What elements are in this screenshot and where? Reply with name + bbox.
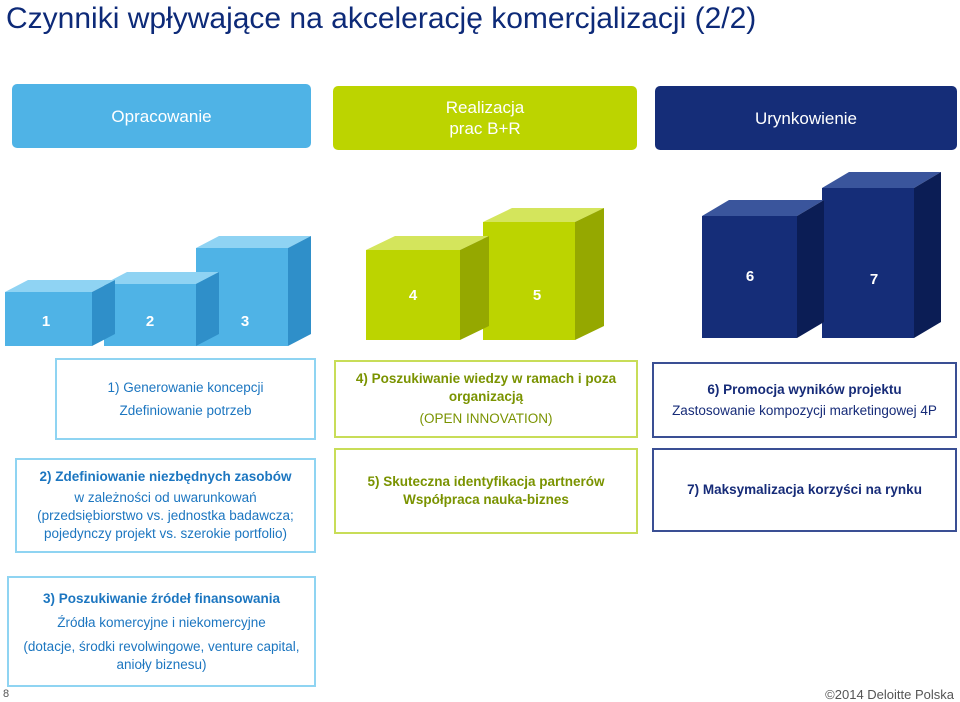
factor-subtext: (OPEN INNOVATION) (419, 411, 553, 426)
factor-subtext: Współpraca nauka-biznes (403, 492, 569, 507)
factor-subtext: (dotacje, środki revolwingowe, venture capital, anioły biznesu) (23, 638, 300, 672)
factor-heading: 1) Generowanie koncepcji (107, 379, 264, 395)
factor-heading: 3) Poszukiwanie źródeł finansowania (42, 590, 281, 606)
cube-4-side (460, 236, 489, 340)
phase-label: prac B+R (449, 119, 521, 138)
cube-5-side (575, 208, 604, 340)
factor-subtext: Źródła komercyjne i niekomercyjne (57, 614, 266, 630)
cube-group-opracowanie (5, 236, 311, 346)
cube-7-label: 7 (869, 271, 879, 288)
cube-2-label: 2 (145, 313, 155, 330)
factor-heading: 6) Promocja wyników projektu (707, 381, 902, 397)
copyright: ©2014 Deloitte Polska (825, 687, 954, 702)
factor-box-7 (652, 448, 957, 532)
cube-1-label: 1 (41, 313, 51, 330)
factor-heading: 4) Poszukiwanie wiedzy w ramach i poza organizacją (355, 371, 617, 404)
factor-subtext: w zależności od uwarunkowań (74, 490, 257, 505)
phase-header-urynkowienie (655, 86, 957, 150)
phase-label: Urynkowienie (754, 108, 858, 128)
cube-group-urynkowienie (702, 172, 941, 338)
cube-5-front (483, 222, 575, 340)
phase-header-opracowanie (12, 84, 311, 148)
cube-3-side (288, 236, 311, 346)
factor-box-4 (334, 360, 638, 438)
cube-6-label: 6 (745, 268, 755, 285)
cube-6-side (797, 200, 824, 338)
factor-subtext: Zastosowanie kompozycji marketingowej 4P (672, 402, 937, 418)
phase-label: Realizacja (445, 98, 525, 117)
factor-box-5 (334, 448, 638, 534)
cube-7-side (914, 172, 941, 338)
cube-group-realizacja (366, 208, 604, 340)
factor-box-2 (15, 458, 316, 553)
factor-heading: 7) Maksymalizacja korzyści na rynku (687, 482, 922, 497)
factor-box-1 (55, 358, 316, 440)
phase-header-realizacja (333, 86, 637, 150)
factor-box-6 (652, 362, 957, 438)
cube-7-front (822, 188, 914, 338)
factor-subtext: pojedynczy projekt vs. szerokie portfolio) (43, 526, 288, 541)
phase-label: Opracowanie (111, 106, 212, 126)
factor-subtext: Zdefiniowanie potrzeb (119, 402, 252, 418)
cube-staircase (0, 160, 960, 360)
cube-5-label: 5 (532, 287, 542, 304)
factor-heading: 5) Skuteczna identyfikacja partnerów (367, 474, 605, 489)
cube-2-side (196, 272, 219, 346)
factor-subtext: (przedsiębiorstwo vs. jednostka badawcza; (37, 508, 294, 523)
factor-heading: 2) Zdefiniowanie niezbędnych zasobów (39, 469, 292, 484)
cube-4-label: 4 (408, 287, 418, 304)
page-number: 8 (3, 688, 10, 700)
page-title: Czynniki wpływające na akcelerację komercjalizacji (2/2) (6, 2, 757, 35)
cube-3-label: 3 (240, 313, 250, 330)
factor-box-3 (7, 576, 316, 687)
